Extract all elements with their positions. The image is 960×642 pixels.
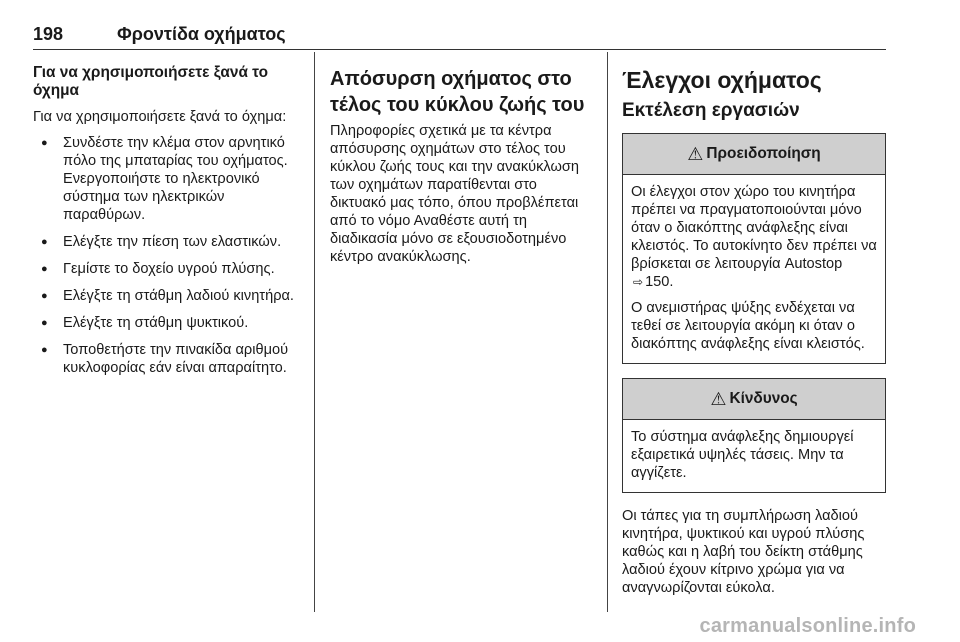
warning-box-body bbox=[623, 175, 885, 363]
reuse-checklist bbox=[33, 134, 305, 377]
warning-box-title: Προειδοποίηση bbox=[706, 145, 821, 162]
column-divider-2 bbox=[607, 52, 608, 612]
page-reference: 150. bbox=[645, 274, 674, 290]
column-middle bbox=[330, 66, 596, 266]
header-rule bbox=[33, 49, 886, 50]
end-of-life-text: Πληροφορίες σχετικά με τα κέντρα απόσυρσης οχημάτων στο τέλος του κύκλου ζωής τους και την ανακύκλωση των οχημάτων παρατίθενται στο δικτυακό μας τόπο, όπου προβλέπεται από το νόμο Αναθέστε αυτή τη διαδικασία μόνο σε εξουσιοδοτημένο κέντρο ανακύκλωσης. bbox=[330, 123, 580, 265]
section-heading-end-of-life: Απόσυρση οχήματος στο τέλος του κύκλου ζωής του bbox=[330, 68, 585, 116]
warning-box-header bbox=[623, 134, 885, 175]
danger-paragraph: Το σύστημα ανάφλεξης δημιουργεί εξαιρετικά υψηλές τάσεις. Μην τα αγγίζετε. bbox=[631, 429, 854, 481]
list-item: ● Γεμίστε το δοχείο υγρού πλύσης. bbox=[33, 260, 305, 278]
caps-info-text: Οι τάπες για τη συμπλήρωση λαδιού κινητήρα, ψυκτικού και υγρού πλύσης καθώς και η λαβή του δείκτη στάθμης λαδιού έχουν κίτρινο χρώμα για να αναγνωρίζονται εύκολα. bbox=[622, 508, 865, 596]
chapter-title: Έλεγχοι οχήματος bbox=[622, 67, 822, 93]
section-heading-reuse: Για να χρησιμοποιήσετε ξανά το όχημα bbox=[33, 64, 269, 99]
danger-box-header bbox=[623, 379, 885, 420]
column-left bbox=[33, 64, 305, 386]
page-header bbox=[33, 10, 886, 50]
list-item: ● Τοποθετήστε την πινακίδα αριθμού κυκλοφορίας εάν είναι απαραίτητο. bbox=[33, 341, 305, 377]
watermark: carmanualsonline.info bbox=[699, 615, 916, 637]
page-number: 198 bbox=[33, 24, 64, 44]
warning-paragraph bbox=[631, 183, 878, 291]
danger-box-title: Κίνδυνος bbox=[729, 390, 798, 407]
warning-triangle-icon: ⚠ bbox=[710, 388, 727, 409]
list-item: ● Ελέγξτε τη στάθμη ψυκτικού. bbox=[33, 314, 305, 332]
danger-box-body bbox=[623, 420, 885, 492]
column-divider-1 bbox=[314, 52, 315, 612]
list-item: ● Ελέγξτε τη στάθμη λαδιού κινητήρα. bbox=[33, 287, 305, 305]
reference-arrow-icon: ⇨ bbox=[633, 275, 644, 289]
section-subtitle: Εκτέλεση εργασιών bbox=[622, 100, 800, 121]
warning-paragraph-fan: Ο ανεμιστήρας ψύξης ενδέχεται να τεθεί σε λειτουργία ακόμη κι όταν ο διακόπτης ανάφλεξης είναι κλειστός. bbox=[631, 300, 865, 352]
warning-text: Οι έλεγχοι στον χώρο του κινητήρα πρέπει να πραγματοποιούνται μόνο όταν ο διακόπτης ανάφλεξης είναι κλειστός. Το αυτοκίνητο δεν πρέπει να βρίσκεται σε λειτουργία Autostop bbox=[631, 184, 877, 272]
danger-box bbox=[622, 378, 886, 493]
reuse-intro: Για να χρησιμοποιήσετε ξανά το όχημα: bbox=[33, 109, 287, 125]
list-item: ● Συνδέστε την κλέμα στον αρνητικό πόλο της μπαταρίας του οχήματος. Ενεργοποιήστε το ηλεκτρονικό σύστημα των ηλεκτρικών παραθύρων. bbox=[33, 134, 305, 224]
running-title: Φροντίδα οχήματος bbox=[117, 24, 286, 44]
list-item: ● Ελέγξτε την πίεση των ελαστικών. bbox=[33, 233, 305, 251]
warning-box bbox=[622, 133, 886, 364]
column-right bbox=[622, 66, 886, 597]
warning-triangle-icon: ⚠ bbox=[687, 143, 704, 164]
